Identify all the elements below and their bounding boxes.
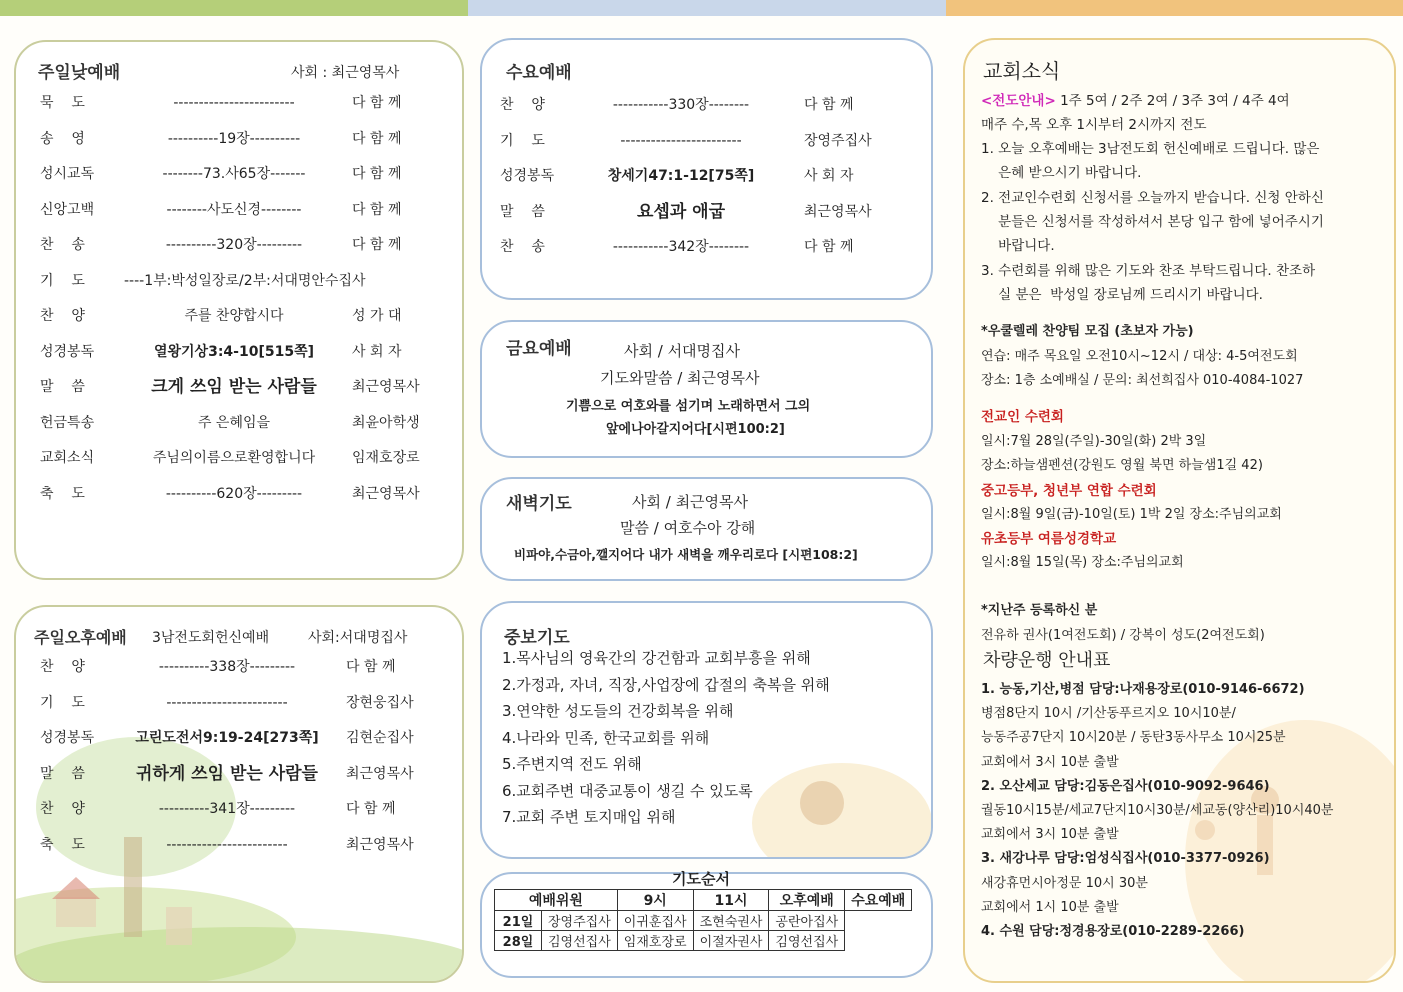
vehicle-line: 병점8단지 10시 /기산동푸르지오 10시10분/ [981, 706, 1236, 722]
row-label: 헌금특송 [40, 414, 95, 431]
table-header-cell: 수요예배 [845, 890, 912, 911]
table-cell: 이귀훈집사 [617, 911, 693, 931]
row-label: 묵 도 [40, 95, 85, 111]
row-label: 기 도 [40, 694, 85, 711]
row-person: 최근영목사 [346, 765, 414, 782]
preacher: 기도와말씀 / 최근영목사 [600, 369, 760, 387]
row-content: 주님의이름으로환영합니다 [152, 450, 316, 466]
row-content: ----1부:박성일장로/2부:서대명안수집사 [124, 272, 366, 289]
news-item: 1. 오늘 오후예배는 3남전도회 헌신예배로 드립니다. 많은 [981, 141, 1320, 157]
row-label: 찬 양 [40, 659, 85, 675]
prayer-item: 1.목사님의 영육간의 강건함과 교회부흥을 위해 [502, 649, 811, 667]
table-header-cell: 9시 [617, 890, 693, 911]
table-cell: 김영선집사 [542, 931, 618, 951]
table-cell: 장영주집사 [542, 911, 618, 931]
prayer-order-title: 기도순서 [672, 870, 730, 888]
order-row [16, 90, 462, 116]
order-row [482, 92, 931, 118]
row-label: 신앙고백 [40, 201, 95, 218]
order-row [16, 481, 462, 507]
row-content: 요셉과 애굽 [636, 201, 726, 222]
row-person: 다 함 께 [346, 659, 396, 675]
row-label: 성시교독 [40, 166, 95, 182]
table-cell: 김영선집사 [769, 931, 845, 951]
vehicle-line: 교회에서 3시 10분 출발 [981, 827, 1119, 843]
row-content: --------사도신경-------- [166, 201, 302, 218]
friday-panel [480, 320, 933, 458]
panel-title: 주일오후예배 [34, 628, 127, 647]
row-label: 성경봉독 [40, 343, 95, 360]
row-person: 사 회 자 [352, 343, 402, 360]
row-content: ------------------------ [620, 132, 742, 149]
order-row [482, 234, 931, 260]
table-header-cell: 11시 [693, 890, 769, 911]
retreat-info: 일시:7월 28일(주일)-30일(화) 2박 3일 [981, 434, 1207, 449]
row-person: 다 함 께 [352, 237, 402, 253]
row-label: 송 영 [40, 130, 85, 147]
row-label: 성경봉독 [40, 730, 95, 746]
order-row [16, 232, 462, 258]
order-row [16, 303, 462, 329]
row-content: ------------------------ [166, 836, 288, 853]
order-row [16, 690, 462, 716]
vehicle-title: 차량운행 안내표 [983, 650, 1111, 671]
leader: 사회 / 서대명집사 [624, 342, 741, 360]
row-person: 장현웅집사 [346, 694, 414, 711]
row-person: 다 함 께 [352, 166, 402, 182]
prayer-item: 3.연약한 성도들의 건강회복을 위해 [502, 702, 734, 720]
bible-school-info: 일시:8월 15일(목) 장소:주님의교회 [981, 555, 1184, 570]
row-label: 찬 송 [40, 237, 85, 253]
order-row [482, 128, 931, 154]
table-cell: 공란아집사 [769, 911, 845, 931]
leader: 사회 / 최근영목사 [632, 493, 749, 511]
table-header-cell: 오후예배 [769, 890, 845, 911]
row-content: ----------338장--------- [158, 659, 296, 675]
order-row [16, 445, 462, 471]
table-cell: 21일 [495, 911, 542, 931]
order-row [16, 761, 462, 787]
prayer-item: 2.가정과, 자녀, 직장,사업장에 갑절의 축복을 위해 [502, 675, 830, 694]
prayer-item: 4.나라와 민족, 한국교회를 위해 [502, 728, 710, 747]
row-person: 임재호장로 [352, 450, 420, 466]
evangelism-time: 매주 수,목 오후 1시부터 2시까지 전도 [981, 117, 1207, 133]
order-row [16, 654, 462, 680]
panel-title: 주일낮예배 [38, 63, 121, 83]
row-content: 크게 쓰임 받는 사람들 [151, 377, 317, 397]
verse: 앞에나아갈지어다[시편100:2] [606, 422, 785, 437]
row-label: 축 도 [40, 485, 85, 502]
order-row [16, 161, 462, 187]
news-item: 실 분은 박성일 장로님께 드리시기 바랍니다. [981, 286, 1263, 303]
vehicle-line: 새강휴먼시아정문 10시 30분 [981, 875, 1148, 891]
row-person: 장영주집사 [804, 132, 872, 149]
row-label: 말 씀 [40, 765, 85, 782]
sunday-afternoon-panel [14, 605, 464, 983]
row-person: 사 회 자 [804, 168, 854, 184]
youth-retreat-title: 중고등부, 청년부 연합 수련회 [981, 483, 1157, 499]
evangelism-tag: <전도안내> [981, 93, 1056, 109]
row-person: 다 함 께 [346, 801, 396, 817]
wednesday-panel [480, 38, 933, 300]
verse: 기쁨으로 여호와를 섬기며 노래하면서 그의 [566, 399, 811, 414]
worship-team-info: 연습: 매주 목요일 오전10시~12시 / 대상: 4-5여전도회 [981, 349, 1298, 364]
youth-retreat-info: 일시:8월 9일(금)-10일(토) 1박 2일 장소:주님의교회 [981, 507, 1282, 522]
news-item: 3. 수련회를 위해 많은 기도와 찬조 부탁드립니다. 찬조하 [981, 262, 1316, 279]
vehicle-line: 능동주공7단지 10시20분 / 동탄3동사무소 10시25분 [981, 730, 1286, 746]
order-row [16, 725, 462, 751]
row-label: 축 도 [40, 836, 85, 853]
table-cell: 이절자권사 [693, 931, 769, 951]
row-content: 고린도전서9:19-24[273쪽] [135, 730, 319, 746]
row-content: 열왕기상3:4-10[515쪽] [153, 343, 314, 360]
order-row [16, 126, 462, 152]
row-content: ----------320장--------- [165, 237, 303, 253]
prayer-order-table [494, 889, 912, 951]
vehicle-line: 3. 새강나루 담당:엄성식집사(010-3377-0926) [981, 851, 1270, 867]
panel-title: 중보기도 [504, 628, 570, 648]
church-news-panel [963, 38, 1396, 983]
vehicle-line: 궐동10시15분/세교7단지10시30분/세교동(양산리)10시40분 [981, 803, 1334, 818]
row-content: 주 은혜임을 [197, 414, 271, 431]
prayer-item: 7.교회 주변 토지매입 위해 [502, 808, 676, 826]
newcomers-info: 전유하 권사(1여전도회) / 강복이 성도(2여전도회) [981, 628, 1265, 643]
news-item: 바랍니다. [981, 238, 1055, 255]
row-content: ------------------------ [173, 95, 295, 111]
newcomers-title: *지난주 등록하신 분 [981, 603, 1098, 618]
row-label: 기 도 [500, 132, 545, 149]
prayer-item: 6.교회주변 대중교통이 생길 수 있도록 [502, 781, 753, 800]
row-person: 다 함 께 [352, 201, 402, 218]
order-row [16, 197, 462, 223]
evangelism-line [981, 89, 1290, 109]
table-header-row [495, 890, 912, 911]
preacher: 말씀 / 여호수아 강해 [620, 519, 756, 537]
order-row [16, 374, 462, 400]
row-person: 최근영목사 [346, 836, 414, 853]
row-person: 최윤아학생 [352, 414, 420, 431]
row-label: 기 도 [40, 272, 85, 289]
row-person: 성 가 대 [352, 308, 402, 324]
top-bar-blue [468, 0, 946, 16]
sunday-morning-panel [14, 40, 464, 580]
vehicle-line: 2. 오산세교 담당:김동은집사(010-9092-9646) [981, 778, 1270, 794]
order-row [16, 410, 462, 436]
order-row [16, 268, 462, 294]
row-label: 성경봉독 [500, 168, 555, 184]
row-person: 다 함 께 [352, 95, 402, 111]
table-row [495, 931, 912, 951]
leader: 사회 : 최근영목사 [291, 65, 400, 81]
row-person: 최근영목사 [352, 379, 420, 395]
retreat-info: 장소:하늘샘펜션(강원도 영월 북면 하늘샘1길 42) [981, 458, 1263, 473]
row-content: -----------342장-------- [612, 239, 750, 255]
vehicle-line: 4. 수원 담당:정경용장로(010-2289-2266) [981, 924, 1245, 939]
order-row [16, 832, 462, 858]
retreat-title: 전교인 수련회 [981, 409, 1064, 425]
row-content: 귀하게 쓰임 받는 사람들 [136, 763, 318, 784]
table-row [495, 911, 912, 931]
order-row [482, 199, 931, 225]
verse: 비파야,수금아,깰지어다 내가 새벽을 깨우리로다 [시편108:2] [514, 547, 858, 562]
news-item: 은혜 받으시기 바랍니다. [981, 165, 1142, 182]
news-title: 교회소식 [983, 59, 1061, 83]
subtitle: 3남전도회헌신예배 [152, 630, 270, 646]
top-bar-green [0, 0, 468, 16]
order-row [482, 163, 931, 189]
row-label: 찬 양 [40, 308, 85, 324]
vehicle-line: 교회에서 3시 10분 출발 [981, 754, 1119, 770]
prayer-item: 5.주변지역 전도 위해 [502, 755, 642, 773]
row-person: 다 함 께 [804, 97, 854, 113]
row-content: ----------620장--------- [165, 485, 303, 502]
panel-title: 수요예배 [506, 63, 572, 83]
dawn-prayer-panel [480, 477, 933, 581]
row-person: 다 함 께 [804, 239, 854, 255]
row-content: --------73.사65장------- [162, 166, 306, 182]
row-person: 김현순집사 [346, 730, 414, 746]
row-label: 말 씀 [40, 379, 85, 395]
table-cell: 조현숙권사 [693, 911, 769, 931]
vehicle-line: 교회에서 1시 10분 출발 [981, 899, 1119, 915]
order-row [16, 796, 462, 822]
row-person: 최근영목사 [352, 485, 420, 502]
row-content: ----------19장---------- [167, 130, 301, 147]
vehicle-line: 1. 능동,기산,병점 담당:나재용장로(010-9146-6672) [981, 682, 1305, 697]
worship-team-title: *우쿨렐레 찬양팀 모집 (초보자 가능) [981, 324, 1194, 339]
news-item: 2. 전교인수련회 신청서를 오늘까지 받습니다. 신청 안하신 [981, 189, 1324, 206]
row-content: 주를 찬양합시다 [184, 308, 284, 324]
row-content: 창세기47:1-12[75쪽] [607, 168, 755, 184]
row-label: 찬 양 [40, 801, 85, 817]
row-content: ----------341장--------- [158, 801, 296, 817]
row-label: 교회소식 [40, 450, 95, 466]
table-header-cell: 예배위원 [495, 890, 618, 911]
row-content: -----------330장-------- [612, 97, 750, 113]
row-label: 말 씀 [500, 203, 545, 220]
panel-title: 금요예배 [506, 339, 572, 359]
intercession-panel [480, 601, 933, 859]
table-cell: 28일 [495, 931, 542, 951]
leader: 사회:서대명집사 [308, 630, 408, 646]
row-label: 찬 송 [500, 239, 545, 255]
row-content: ------------------------ [166, 694, 288, 711]
table-cell: 임재호장로 [617, 931, 693, 951]
worship-team-info: 장소: 1층 소예배실 / 문의: 최선희집사 010-4084-1027 [981, 373, 1304, 388]
row-person: 최근영목사 [804, 203, 872, 220]
news-item: 분들은 신청서를 작성하셔서 본당 입구 함에 넣어주시기 [981, 213, 1324, 230]
evangelism-text: 1주 5여 / 2주 2여 / 3주 3여 / 4주 4여 [1055, 93, 1290, 109]
bible-school-title: 유초등부 여름성경학교 [981, 531, 1117, 547]
order-row [16, 339, 462, 365]
panel-title: 새벽기도 [506, 494, 572, 514]
row-label: 찬 양 [500, 97, 545, 113]
row-person: 다 함 께 [352, 130, 402, 147]
top-bar-orange [946, 0, 1403, 16]
